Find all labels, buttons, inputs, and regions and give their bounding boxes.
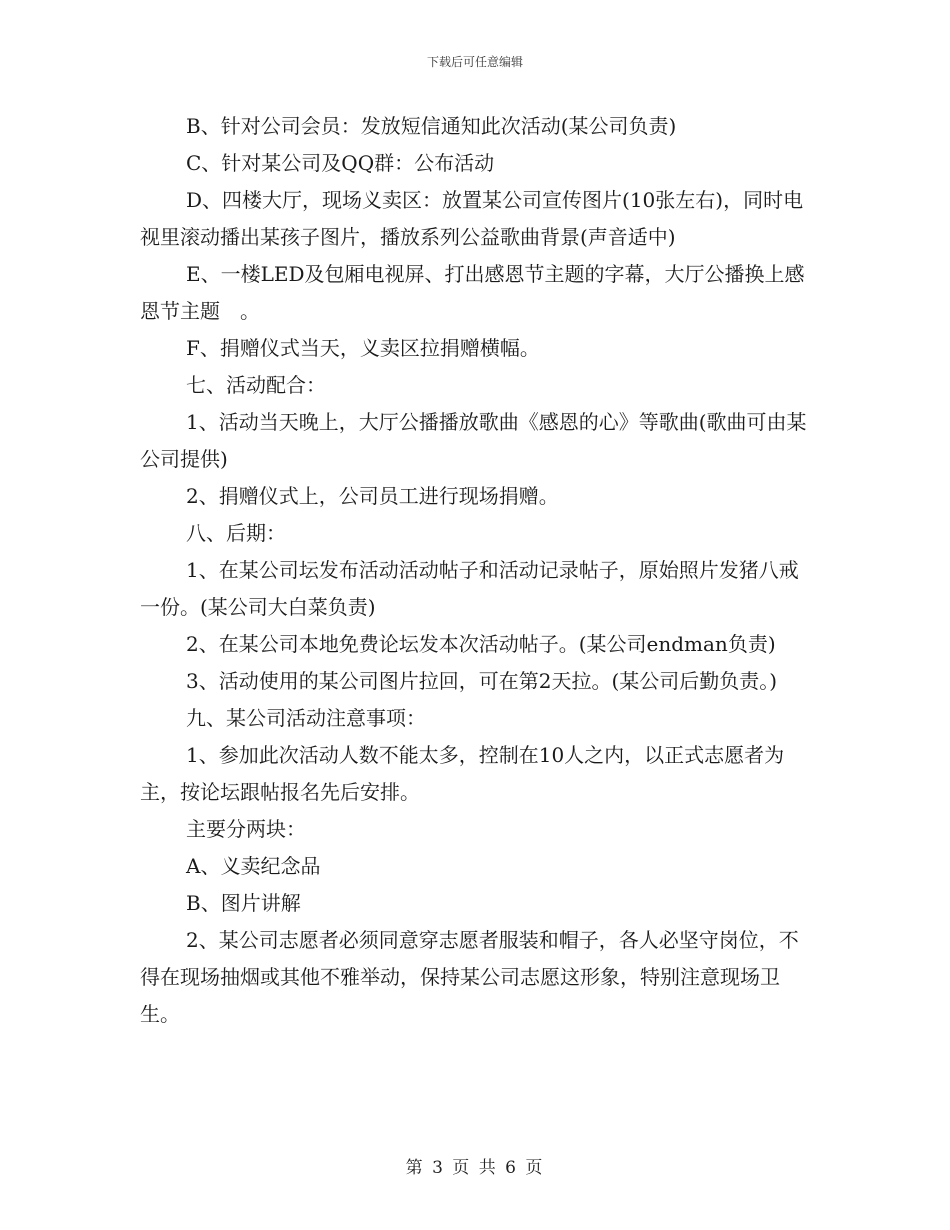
paragraph: 1、参加此次活动人数不能太多，控制在10人之内，以正式志愿者为主，按论坛跟帖报名先后安排。 (140, 743, 785, 804)
paragraph: 1、在某公司坛发布活动活动帖子和活动记录帖子，原始照片发猪八戒一份。(某公司大白菜负责) (140, 558, 799, 619)
paragraph: E、一楼LED及包厢电视屏、打出感恩节主题的字幕，大厅公播换上感恩节主题 。 (140, 262, 805, 323)
paragraph: A、义卖纪念品 (186, 854, 321, 878)
paragraph: 2、捐赠仪式上，公司员工进行现场捐赠。 (186, 484, 559, 508)
section-heading: 九、某公司活动注意事项： (186, 706, 426, 730)
paragraph: 2、某公司志愿者必须同意穿志愿者服装和帽子，各人必坚守岗位，不得在现场抽烟或其他不雅举动，保持某公司志愿这形象，特别注意现场卫生。 (140, 928, 799, 1026)
paragraph: C、针对某公司及QQ群：公布活动 (186, 151, 495, 175)
page-footer: 第 3 页 共 6 页 (405, 1158, 545, 1178)
paragraph: F、捐赠仪式当天，义卖区拉捐赠横幅。 (186, 336, 540, 360)
paragraph: 1、活动当天晚上，大厅公播播放歌曲《感恩的心》等歌曲(歌曲可由某公司提供) (140, 410, 807, 471)
section-heading: 七、活动配合： (186, 373, 326, 397)
paragraph: 主要分两块： (186, 817, 306, 841)
paragraph: D、四楼大厅，现场义卖区：放置某公司宣传图片(10张左右)，同时电视里滚动播出某孩子图片，播放系列公益歌曲背景(声音适中) (140, 188, 804, 249)
section-heading: 八、后期： (186, 521, 286, 545)
paragraph: 2、在某公司本地免费论坛发本次活动帖子。(某公司endman负责) (186, 632, 776, 656)
document-body (140, 108, 812, 1033)
page-header: 下载后可任意编辑 (426, 55, 523, 69)
paragraph: 3、活动使用的某公司图片拉回，可在第2天拉。(某公司后勤负责。) (186, 669, 778, 693)
paragraph: B、针对公司会员：发放短信通知此次活动(某公司负责) (186, 114, 677, 138)
paragraph: B、图片讲解 (186, 891, 301, 915)
